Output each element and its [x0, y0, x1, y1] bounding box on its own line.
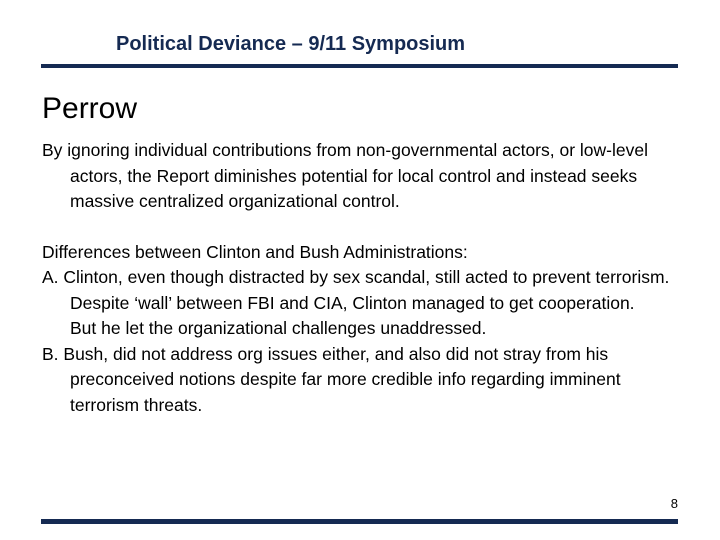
list-item-a-detail-1: Despite ‘wall’ between FBI and CIA, Clinton managed to get cooperation. — [70, 292, 635, 313]
list-item-a: A. Clinton, even though distracted by sex scandal, still acted to prevent terrorism. — [42, 267, 670, 287]
list-item-b: B. Bush, did not address org issues either, and also did not stray from his preconceived notions despite far more credible info regarding imminent terrorism threats. — [42, 343, 621, 415]
footer-divider — [41, 519, 678, 524]
page-number: 8 — [670, 496, 678, 511]
header-divider — [41, 64, 678, 68]
slide-body — [42, 138, 682, 418]
list-item-a-detail-2: But he let the organizational challenges unaddressed. — [70, 318, 487, 338]
intro-paragraph: By ignoring individual contributions from non-governmental actors, or low-level actors, the Report diminishes potential for local control and instead seeks massive centralized organizational control. — [42, 140, 648, 211]
header-title: Political Deviance – 9/11 Symposium — [116, 33, 466, 55]
differences-heading: Differences between Clinton and Bush Administrations: — [42, 241, 468, 262]
paragraph-spacer — [42, 215, 682, 240]
slide-heading: Perrow — [42, 92, 138, 125]
